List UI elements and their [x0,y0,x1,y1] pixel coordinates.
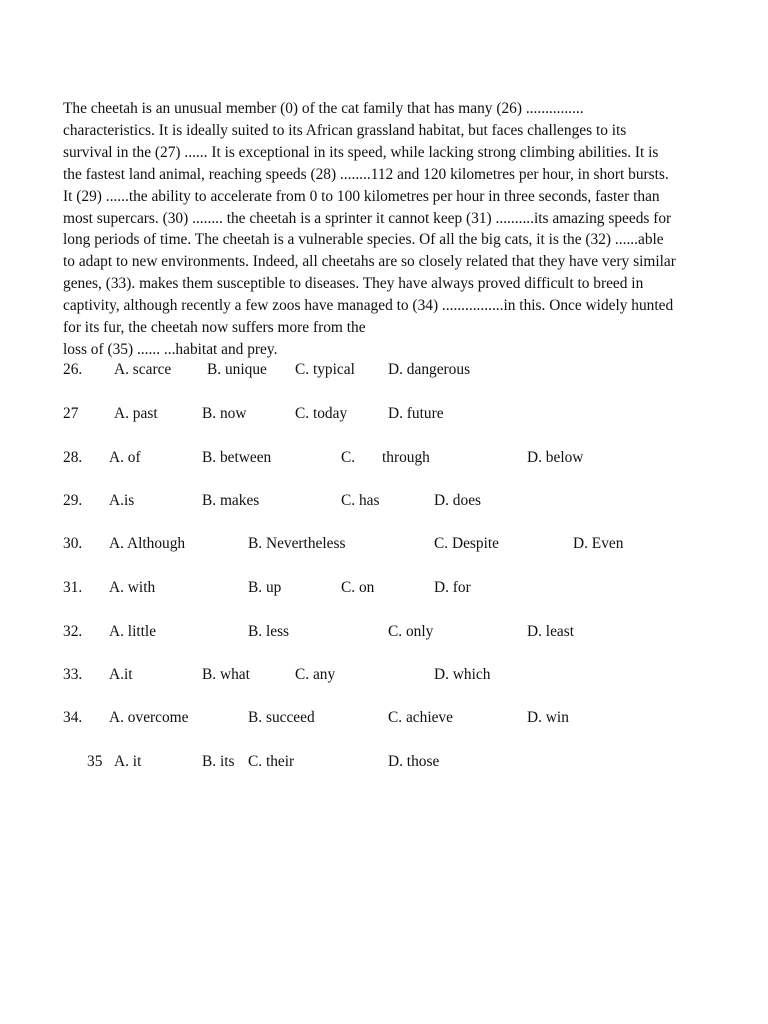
question-row-28 [0,447,768,469]
passage-line: to adapt to new environments. Indeed, all cheetahs are so closely related that they have very similar [63,253,676,271]
question-number: 34. [63,709,83,726]
question-number: 30. [63,535,83,552]
option-d: D. least [527,623,575,640]
question-number: 31. [63,579,83,596]
option-b: B. succeed [248,709,315,726]
option-a: A. past [114,405,158,422]
option-d: D. win [527,709,569,726]
passage-line: The cheetah is an unusual member (0) of the cat family that has many (26) ............... [63,100,584,117]
passage-line: the fastest land animal, reaching speeds (28) ........112 and 120 kilometres per hour, in short bursts. [63,165,669,183]
option-b: B. Nevertheless [248,535,346,552]
option-c: C. achieve [388,709,453,726]
passage-line: It (29) ......the ability to accelerate from 0 to 100 kilometres per hour in three seconds, faster than [63,187,660,205]
passage-line: captivity, although recently a few zoos have managed to (34) ................in this. Once widely hunted [63,297,674,315]
option-c: C. their [248,753,295,770]
option-a: A. with [109,579,156,596]
option-a: A. of [109,449,141,466]
question-row-31 [0,577,768,599]
option-d: D. for [434,579,471,596]
option-a: A.it [109,666,133,683]
option-d: D. below [527,449,584,466]
option-c: C. any [295,666,336,683]
option-a: A.is [109,492,135,509]
question-number: 32. [63,623,83,640]
option-b: B. up [248,579,282,596]
question-row-35 [0,751,768,773]
option-d: D. those [388,753,440,770]
option-d: D. Even [573,535,624,552]
option-d: D. which [434,666,491,683]
option-c: C. on [341,579,375,596]
question-row-26 [0,359,768,381]
option-b: B. between [202,449,272,466]
passage-line: for its fur, the cheetah now suffers more from the [63,319,366,337]
passage-line: genes, (33). makes them susceptible to diseases. They have always proved difficult to breed in [63,275,644,293]
option-c: C. Despite [434,535,499,552]
option-d: D. dangerous [388,361,471,378]
option-c-letter: C. [341,449,356,466]
passage-line: loss of (35) ...... ...habitat and prey. [63,340,278,358]
option-d: D. does [434,492,482,509]
question-number: 35 [87,753,103,770]
option-b: B. what [202,666,250,683]
option-b: B. less [248,623,290,640]
question-row-30 [0,533,768,555]
option-b: B. its [202,753,235,770]
question-row-32 [0,621,768,643]
question-number: 33. [63,666,83,683]
option-c: C. today [295,405,348,422]
question-row-33 [0,664,768,686]
option-c: C. only [388,623,434,640]
question-row-34 [0,707,768,729]
option-d: D. future [388,405,444,422]
question-row-29 [0,490,768,512]
question-number: 27 [63,405,79,422]
question-row-27 [0,403,768,425]
passage-line: survival in the (27) ...... It is exceptional in its speed, while lacking strong climbing abilities. It is [63,143,659,161]
option-a: A. Although [109,535,186,552]
option-c: C. typical [295,361,355,378]
option-a: A. overcome [109,709,189,726]
option-a: A. scarce [114,361,172,378]
option-c-text: through [382,449,430,466]
option-b: B. unique [207,361,267,378]
option-b: B. now [202,405,247,422]
question-number: 28. [63,449,83,466]
option-c: C. has [341,492,380,509]
reading-passage [63,98,738,361]
passage-line: long periods of time. The cheetah is a vulnerable species. Of all the big cats, it is the (32) ......able [63,231,664,249]
question-number: 29. [63,492,83,509]
option-b: B. makes [202,492,260,509]
passage-line: characteristics. It is ideally suited to its African grassland habitat, but faces challenges to its [63,121,627,139]
question-number: 26. [63,361,83,378]
option-a: A. little [109,623,157,640]
passage-line: most supercars. (30) ........ the cheetah is a sprinter it cannot keep (31) ..........its amazing speeds for [63,209,672,227]
option-a: A. it [114,753,142,770]
